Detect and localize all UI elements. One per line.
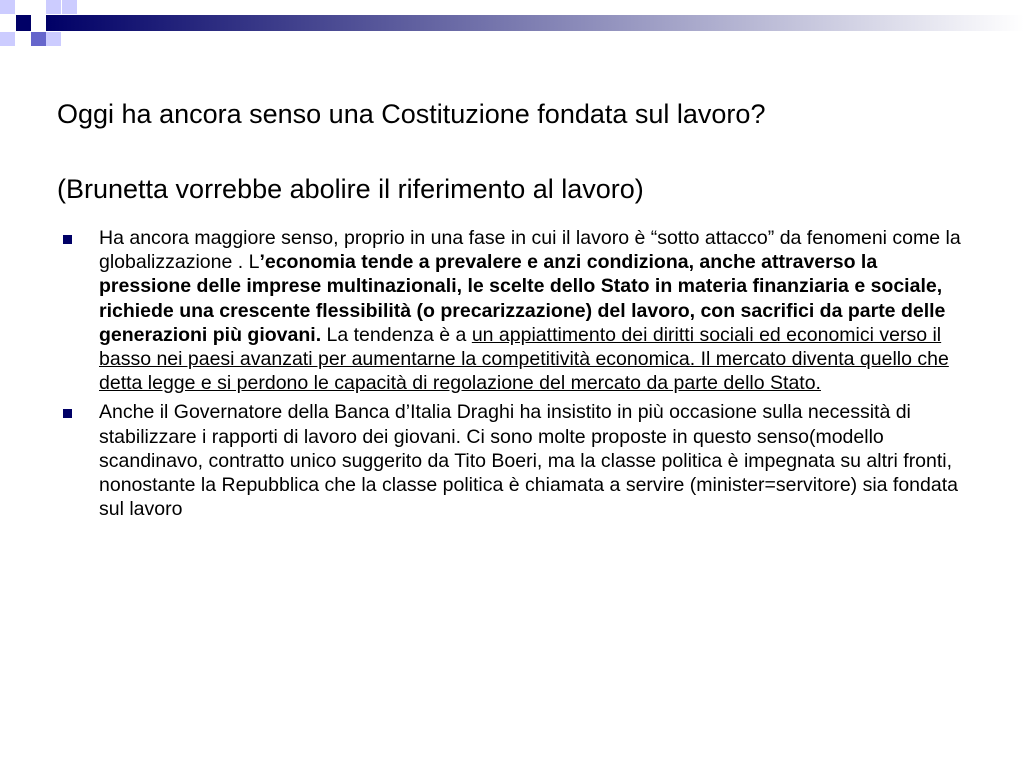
deco-square — [46, 32, 61, 46]
deco-square — [0, 0, 15, 14]
slide-title — [57, 94, 997, 210]
bullet-text: La tendenza è a — [321, 323, 472, 346]
deco-square — [62, 0, 77, 14]
deco-square — [0, 32, 15, 46]
deco-square — [31, 32, 46, 46]
header-gradient-bar — [46, 15, 1024, 31]
title-line-1: Oggi ha ancora senso una Costituzione fondata sul lavoro? — [57, 99, 766, 129]
deco-square — [46, 0, 61, 14]
bullet-bold-text: ’economia tende a prevalere e anzi condiziona, anche attraverso la pressione delle imprese multinazionali, le scelte dello Stato in materia finanziaria e sociale, richiede una crescente flessibilità (o precarizzazione) del lavoro, con sacrifici da parte delle generazioni più giovani. — [99, 251, 946, 346]
bullet-text: Anche il Governatore della Banca d’Italia Draghi ha insistito in più occasione sulla necessità di stabilizzare i rapporti di lavoro dei giovani. Ci sono molte proposte in questo senso(modello scandinavo, contratto unico suggerito da Tito Boeri, ma la classe politica è impegnata su altri fronti, nonostante la Repubblica che la classe politica è chiamata a servire (minister=servitore) sia fondata sul lavoro — [99, 401, 958, 521]
header-decoration — [0, 0, 1024, 60]
deco-square — [16, 15, 31, 31]
bullet-text: Ha ancora maggiore senso, proprio in una fase in cui il lavoro è “sotto attacco” da fenomeni come la globalizzazione . L — [99, 227, 961, 274]
title-line-2: (Brunetta vorrebbe abolire il riferimento al lavoro) — [57, 174, 644, 204]
bullet-square-icon — [63, 235, 72, 244]
bullet-item — [62, 400, 972, 521]
bullet-item — [62, 226, 972, 395]
bullet-underlined-text: un appiattimento dei diritti sociali ed economici verso il basso nei paesi avanzati per aumentarne la competitività economica. Il mercato diventa quello che detta legge e si perdono le capacità di regolazione del mercato da parte dello Stato. — [99, 323, 949, 395]
bullet-square-icon — [63, 409, 72, 418]
bullet-list — [62, 226, 972, 526]
